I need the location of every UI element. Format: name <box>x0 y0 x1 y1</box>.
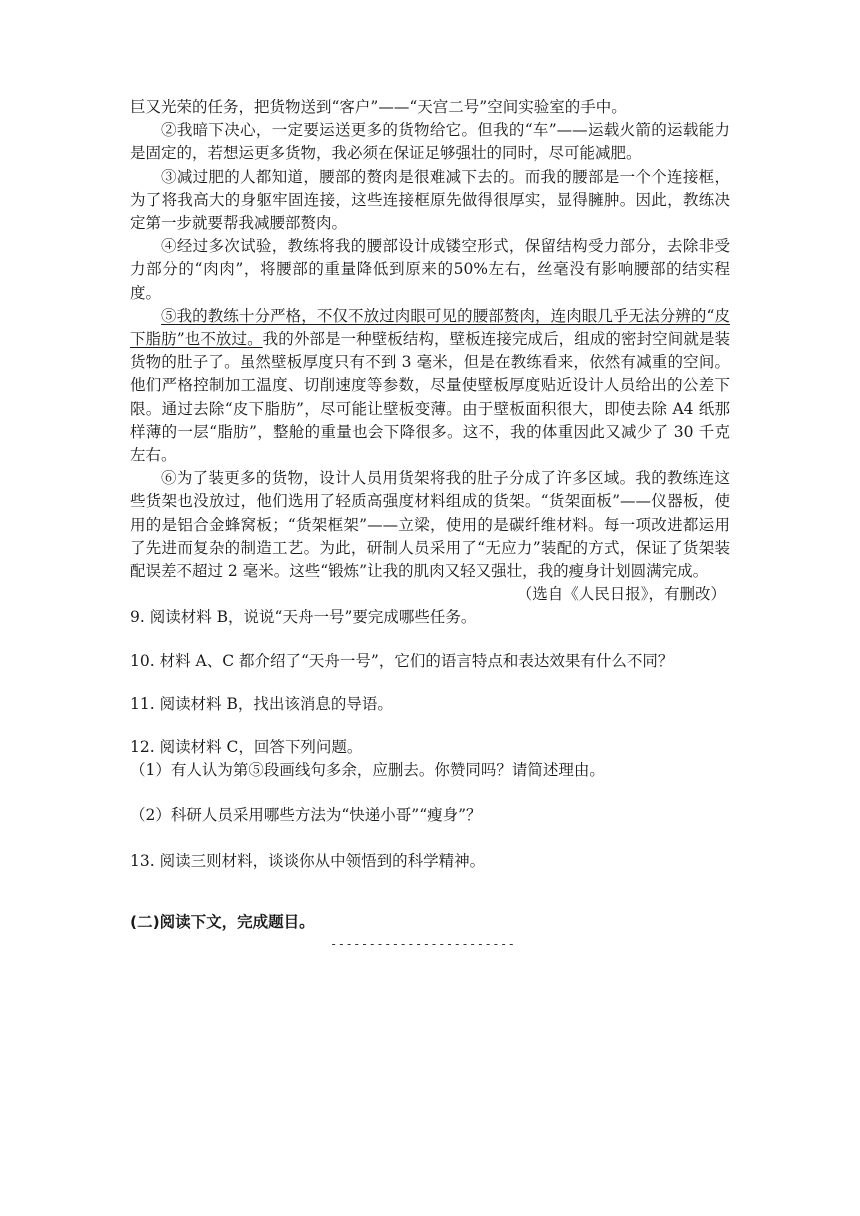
passage-paragraph-4: ④经过多次试验，教练将我的腰部设计成镂空形式，保留结构受力部分，去除非受力部分的“肉肉”，将腰部的重量降低到原来的50%左右，丝毫没有影响腰部的结实程度。 <box>130 237 730 302</box>
paragraph-5-rest: 我的外部是一种壁板结构，壁板连接完成后，组成的密封空间就是装货物的肚子了。虽然壁板厚度只有不到 3 毫米，但是在教练看来，依然有减重的空间。他们严格控制加工温度、切削速度等参数，尽量使壁板厚度贴近设计人员给出的公差下限。通过去除“皮下脂肪”，尽可能让壁板变薄。由于壁板面积很大，即使去除 A4 纸那样薄的一层“脂肪”，整舱的重量也会下降很多。这不，我的体重因此又减少了 30 千克左右。 <box>130 330 730 465</box>
question-9: 9. 阅读材料 B，说说“天舟一号”要完成哪些任务。 <box>130 608 477 627</box>
passage-paragraph-2: ②我暗下决心，一定要运送更多的货物给它。但我的“车”——运载火箭的运载能力是固定的，若想运更多货物，我必须在保证足够强壮的同时，尽可能减肥。 <box>130 121 730 163</box>
separator-dashes: ------------------------ <box>330 936 516 951</box>
passage-paragraph-3: ③减过肥的人都知道，腰部的赘肉是很难减下去的。而我的腰部是一个个连接框，为了将我高大的身躯牢固连接，这些连接框原先做得很厚实，显得臃肿。因此，教练决定第一步就要帮我减腰部赘肉。 <box>130 167 730 233</box>
question-12-part-1: （1）有人认为第⑤段画线句多余，应删去。你赞同吗？请简述理由。 <box>130 761 605 780</box>
source-citation: （选自《人民日报》，有删改） <box>516 585 726 604</box>
question-13: 13. 阅读三则材料，谈谈你从中领悟到的科学精神。 <box>130 851 486 870</box>
passage-paragraph-intro: 巨又光荣的任务，把货物送到“客户”——“天宫二号”空间实验室的手中。 <box>130 98 627 116</box>
document-page <box>130 96 730 952</box>
underlined-sentence: ⑤我的教练十分严格，不仅不放过肉眼可见的腰部赘肉，连肉眼几乎无法分辨的“皮下脂肪”也不放过。 <box>130 306 730 349</box>
passage-paragraph-6: ⑥为了装更多的货物，设计人员用货架将我的肚子分成了许多区域。我的教练连这些货架也没放过，他们选用了轻质高强度材料组成的货架。“货架面板”——仪器板，使用的是铝合金蜂窝板；“货架框架”——立梁，使用的是碳纤维材料。每一项改进都运用了先进而复杂的制造工艺。为此，研制人员采用了“无应力”装配的方式，保证了货架装配误差不超过 2 毫米。这些“锻炼”让我的肌肉又轻又强壮，我的瘦身计划圆满完成。 <box>130 469 730 581</box>
question-10: 10. 材料 A、C 都介绍了“天舟一号”，它们的语言特点和表达效果有什么不同？ <box>130 651 674 670</box>
question-12-part-2: （2）科研人员采用哪些方法为“快递小哥”“瘦身”？ <box>130 806 482 825</box>
section-title: (二)阅读下文，完成题目。 <box>130 912 315 931</box>
question-12: 12. 阅读材料 C，回答下列问题。 <box>130 738 363 757</box>
question-11: 11. 阅读材料 B，找出该消息的导语。 <box>130 694 393 713</box>
passage-paragraph-5 <box>130 305 730 467</box>
